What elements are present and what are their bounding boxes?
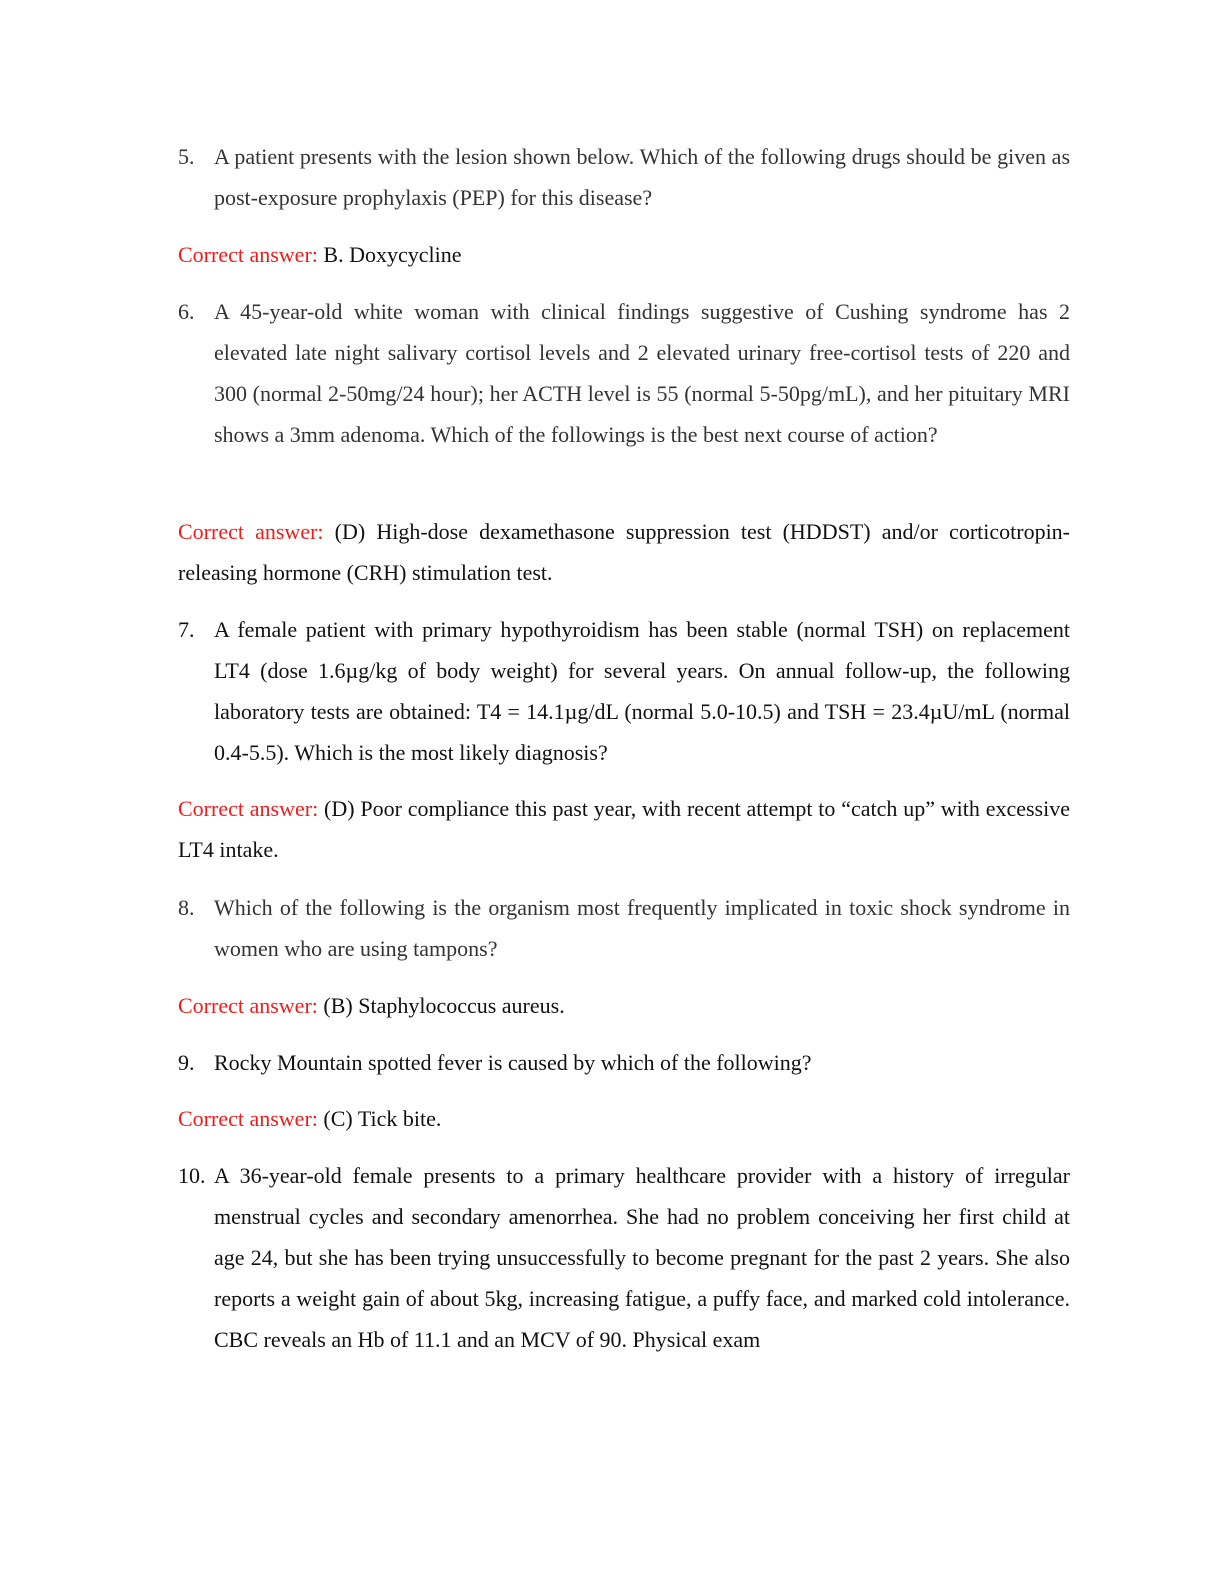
answer-9 [178,1098,1070,1139]
question-text: A 45-year-old white woman with clinical findings suggestive of Cushing syndrome has 2 elevated late night salivary cortisol levels and 2 elevated urinary free-cortisol tests of 220 and 300 (normal 2-50mg/24 hour); her ACTH level is 55 (normal 5-50pg/mL), and her pituitary MRI shows a 3mm adenoma. Which of the followings is the best next course of action? [214,299,1070,447]
answer-text: (D) High-dose dexamethasone suppression test (HDDST) and/or corticotropin-releasing hormone (CRH) stimulation test. [178,519,1071,585]
question-text: A 36-year-old female presents to a primary healthcare provider with a history of irregular menstrual cycles and secondary amenorrhea. She had no problem conceiving her first child at age 24, but she has been trying unsuccessfully to become pregnant for the past 2 years. She also reports a weight gain of about 5kg, increasing fatigue, a puffy face, and marked cold intolerance. CBC reveals an Hb of 11.1 and an MCV of 90. Physical exam [214,1163,1070,1352]
answer-text: (C) Tick bite. [323,1106,442,1131]
answer-label: Correct answer: [178,242,318,267]
question-text: Which of the following is the organism most frequently implicated in toxic shock syndrome in women who are using tampons? [214,895,1070,961]
answer-label: Correct answer: [178,519,324,544]
question-number: 7. [178,617,195,642]
answer-label: Correct answer: [178,1106,318,1131]
answer-text: (D) Poor compliance this past year, with recent attempt to “catch up” with excessive LT4 intake. [178,796,1070,862]
answer-5 [178,234,1070,275]
answer-label: Correct answer: [178,993,318,1018]
question-number: 8. [178,895,195,920]
question-9 [178,1042,1070,1083]
question-text: A patient presents with the lesion shown below. Which of the following drugs should be given as post-exposure prophylaxis (PEP) for this disease? [214,144,1070,210]
question-number: 9. [178,1050,195,1075]
answer-7 [178,788,1070,870]
question-number: 5. [178,144,195,169]
question-8 [178,887,1070,969]
answer-8 [178,985,1070,1026]
question-text: A female patient with primary hypothyroidism has been stable (normal TSH) on replacement LT4 (dose 1.6µg/kg of body weight) for several years. On annual follow-up, the following laboratory tests are obtained: T4 = 14.1µg/dL (normal 5.0-10.5) and TSH = 23.4µU/mL (normal 0.4-5.5). Which is the most likely diagnosis? [214,617,1070,765]
question-10 [178,1155,1070,1360]
question-7 [178,609,1070,773]
answer-6 [178,511,1070,593]
question-6 [178,291,1070,455]
answer-label: Correct answer: [178,796,319,821]
question-5 [178,136,1070,218]
answer-text: B. Doxycycline [323,242,462,267]
question-number: 10. [178,1163,206,1188]
question-number: 6. [178,299,195,324]
answer-text: (B) Staphylococcus aureus. [323,993,565,1018]
question-text: Rocky Mountain spotted fever is caused by which of the following? [214,1050,812,1075]
